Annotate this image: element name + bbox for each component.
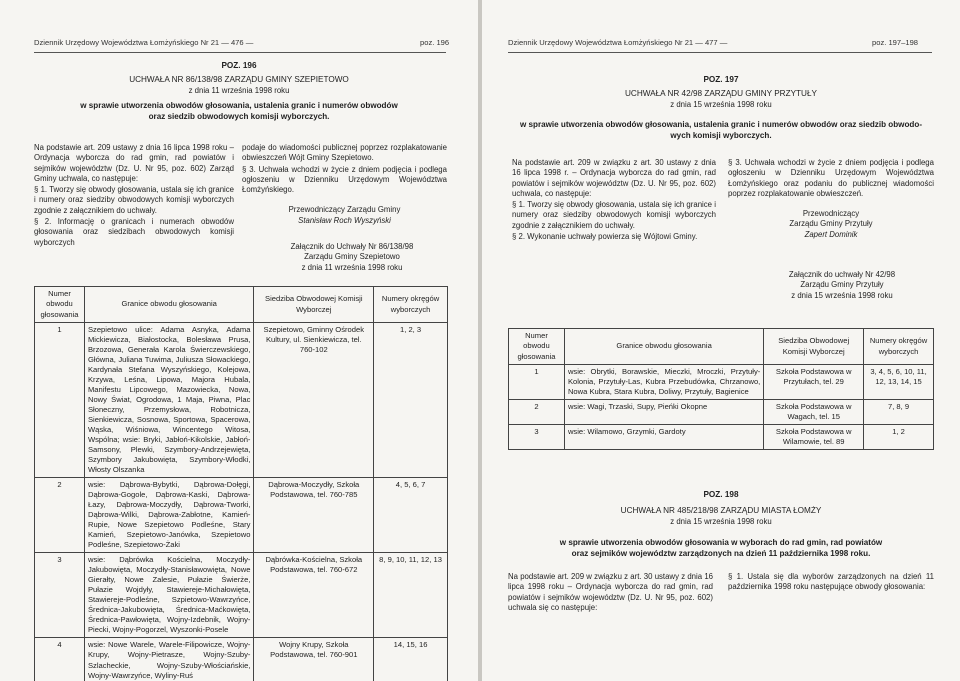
commission-seat: Szkoła Podstawowa w Wagach, tel. 15 <box>764 400 864 425</box>
paragraph: § 1. Ustala się dla wyborów zarządzonych na dzień 11 października 1998 roku następujące obwody głosowania: <box>728 572 934 592</box>
districts-table <box>508 328 934 450</box>
page-position: poz. 197–198 <box>872 38 919 47</box>
constituency-numbers: 4, 5, 6, 7 <box>374 478 448 553</box>
column-header: Numery okręgów wyborczych <box>374 287 448 323</box>
column-header: Numer obwodu głosowania <box>35 287 85 323</box>
page-right <box>482 0 960 681</box>
column-header: Numer obwodu głosowania <box>509 329 565 365</box>
district-number: 1 <box>35 323 85 478</box>
paragraph: Na podstawie art. 209 w związku z art. 30 ustawy z dnia 16 lipca 1998 roku – Ordynacja wyborcza do rad gmin, rad powiatów i sejmików województw (Dz. U. Nr 95, poz. 602) uchwala się co następuje: <box>508 572 713 612</box>
annex-line: Zarządu Gminy Przytuły <box>800 280 884 290</box>
resolution-subject-line2: oraz siedzib obwodowych komisji wyborczych. <box>148 112 330 121</box>
table-row <box>509 400 934 425</box>
paragraph: § 2. Wykonanie uchwały powierza się Wójtowi Gminy. <box>512 231 698 241</box>
district-bounds: wsie: Dąbrówka Kościelna, Moczydły-Jakubowięta, Moczydły-Stanisławowięta, Nowe Gierałty, Nowe Zalesie, Pułazie Świerże, Pułazie Wojdyły, Stawiereje-Michałowięta, Stawiereje-Podleśne, Szpietowo-Wawrzyńce, Średnica-Jakubowięta, Średnica-Maćkowięta, Średnica-Pawłowięta, Wojny-Izdebnik, Wojny-Piecki, Wojny-Pogorzel, Wyszonki-Posele <box>84 553 253 638</box>
column-header: Granice obwodu głosowania <box>84 287 253 323</box>
signature-name: Stanisław Roch Wyszyński <box>298 215 391 225</box>
annex-line: Załącznik do Uchwały Nr 86/138/98 <box>290 242 414 251</box>
table-row <box>35 478 448 553</box>
table-header-row <box>509 329 934 365</box>
paragraph: § 1. Tworzy się obwody głosowania, ustala się ich granice i numery oraz siedziby obwodowych komisji wyborczych zgodnie z załącznikiem do uchwały. <box>34 185 234 215</box>
resolution-subject-line1: w sprawie utworzenia obwodów głosowania, ustalenia granic i numerów obwodów <box>80 101 398 110</box>
header-rule <box>34 52 446 53</box>
district-number: 2 <box>509 400 565 425</box>
table-row <box>35 323 448 478</box>
resolution-title: UCHWAŁA NR 485/218/98 ZARZĄDU MIASTA ŁOMŻY <box>620 506 822 515</box>
body-column-left <box>508 572 713 614</box>
resolution-title: UCHWAŁA NR 42/98 ZARZĄDU GMINY PRZYTUŁY <box>625 89 817 98</box>
signature-name: Zapert Dominik <box>804 229 858 239</box>
annex-heading <box>252 242 452 273</box>
commission-seat: Szkoła Podstawowa w Wilamowie, tel. 89 <box>764 425 864 450</box>
constituency-numbers: 14, 15, 16 <box>374 638 448 681</box>
body-column-right <box>242 143 447 226</box>
column-header: Siedziba Obwodowej Komisji Wyborczej <box>254 287 374 323</box>
column-header: Granice obwodu głosowania <box>564 329 763 365</box>
annex-line: z dnia 15 września 1998 roku <box>791 290 893 300</box>
districts-table <box>34 286 448 681</box>
signature-role: Przewodniczący <box>802 209 860 219</box>
signature-body: Zarządu Gminy Przytuły <box>789 219 873 229</box>
paragraph: § 1. Tworzy się obwody głosowania, ustala się ich granice i numery oraz siedziby obwodowych komisji wyborczych zgodnie z załącznikiem do uchwały. <box>512 200 716 230</box>
paragraph: § 3. Uchwała wchodzi w życie z dniem podjęcia i podlega ogłoszeniu w Dzienniku Urzędowym Województwa Łomżyńskiego oraz podaniu do publicznej wiadomości poprzez rozplakatowanie obwieszczeń. <box>728 158 934 198</box>
paragraph: podaje do wiadomości publicznej poprzez rozplakatowanie obwieszczeń Wójt Gminy Szepietowo. <box>242 143 447 163</box>
commission-seat: Dąbrówka-Kościelna, Szkoła Podstawowa, tel. 760-672 <box>254 553 374 638</box>
page-position: poz. 196 <box>420 38 450 47</box>
body-column-left <box>34 143 234 249</box>
paragraph: § 3. Uchwała wchodzi w życie z dniem podjęcia i podlega ogłoszeniu w Dzienniku Urzędowym Województwa Łomżyńskiego. <box>242 164 447 195</box>
resolution-date: z dnia 11 września 1998 roku <box>188 86 290 95</box>
poz-heading: POZ. 196 <box>221 61 257 70</box>
constituency-numbers: 7, 8, 9 <box>864 400 934 425</box>
district-number: 2 <box>35 478 85 553</box>
district-bounds: wsie: Wilamowo, Grzymki, Gardoty <box>564 425 763 450</box>
district-number: 3 <box>509 425 565 450</box>
commission-seat: Szepietowo, Gminny Ośrodek Kultury, ul. Sienkiewicza, tel. 760-102 <box>254 323 374 478</box>
district-number: 3 <box>35 553 85 638</box>
commission-seat: Dąbrowa-Moczydły, Szkoła Podstawowa, tel. 760-785 <box>254 478 374 553</box>
resolution-subject-line1: w sprawie utworzenia obwodów głosowania w wyborach do rad gmin, rad powiatów <box>559 538 883 547</box>
annex-line: z dnia 11 września 1998 roku <box>301 262 403 272</box>
signature-role: Przewodniczący Zarządu Gminy <box>288 205 401 215</box>
district-bounds: wsie: Nowe Warele, Warele-Filipowicze, Wojny-Krupy, Wojny-Pietrasze, Wojny-Szuby-Szlacheckie, Wojny-Szuby-Włościańskie, Wojny-Wawrzyńce, Wyliny-Ruś <box>84 638 253 681</box>
body-column-right <box>728 158 934 240</box>
resolution-date: z dnia 15 września 1998 roku <box>670 100 772 109</box>
constituency-numbers: 8, 9, 10, 11, 12, 13 <box>374 553 448 638</box>
resolution-subject-line2: oraz sejmików województw zarządzonych na dzień 11 października 1998 roku. <box>571 549 871 558</box>
district-bounds: wsie: Wagi, Trzaski, Supy, Pieńki Okopne <box>564 400 763 425</box>
table-row <box>509 365 934 400</box>
table-row <box>509 425 934 450</box>
district-number: 4 <box>35 638 85 681</box>
table-row <box>35 638 448 681</box>
paragraph: Na podstawie art. 209 w związku z art. 30 ustawy z dnia 16 lipca 1998 r. – Ordynacja wyborcza do rad gmin, rad powiatów i sejmików województw (Dz. U. Nr 95, poz. 602) uchwala, co następuje: <box>512 158 716 198</box>
annex-line: Zarządu Gminy Szepietowo <box>304 252 400 262</box>
resolution-subject-line1: w sprawie utworzenia obwodów głosowania, ustalenia granic i numerów obwodów oraz siedzib obwodo- <box>519 120 923 129</box>
poz-heading: POZ. 198 <box>703 490 739 499</box>
resolution-title: UCHWAŁA NR 86/138/98 ZARZĄDU GMINY SZEPIETOWO <box>129 75 349 84</box>
paragraph: Na podstawie art. 209 ustawy z dnia 16 lipca 1998 roku – Ordynacja wyborcza do rad gmin, rad powiatów i sejmików województw (Dz. U. Nr 95, poz. 602) Zarząd Gminy uchwala, co następuje: <box>34 143 234 183</box>
table-header-row <box>35 287 448 323</box>
commission-seat: Szkoła Podstawowa w Przytułach, tel. 29 <box>764 365 864 400</box>
column-header: Siedziba Obwodowej Komisji Wyborczej <box>764 329 864 365</box>
constituency-numbers: 3, 4, 5, 6, 10, 11, 12, 13, 14, 15 <box>864 365 934 400</box>
body-column-right <box>728 572 934 594</box>
resolution-date: z dnia 15 września 1998 roku <box>670 517 772 526</box>
district-number: 1 <box>509 365 565 400</box>
annex-heading <box>752 270 932 301</box>
body-column-left <box>512 158 716 243</box>
running-header: Dziennik Urzędowy Województwa Łomżyńskiego Nr 21 — 477 — <box>508 38 728 47</box>
page-left <box>0 0 478 681</box>
column-header: Numery okręgów wyborczych <box>864 329 934 365</box>
running-header: Dziennik Urzędowy Województwa Łomżyńskiego Nr 21 — 476 — <box>34 38 254 47</box>
table-row <box>35 553 448 638</box>
constituency-numbers: 1, 2, 3 <box>374 323 448 478</box>
resolution-subject-line2: wych komisji wyborczych. <box>670 131 772 140</box>
commission-seat: Wojny Krupy, Szkoła Podstawowa, tel. 760-901 <box>254 638 374 681</box>
constituency-numbers: 1, 2 <box>864 425 934 450</box>
district-bounds: Szepietowo ulice: Adama Asnyka, Adama Mickiewicza, Białostocka, Bolesława Prusa, Brzozowa, Generała Karola Świerczewskiego, Główna, Juliana Tuwima, Juliusza Słowackiego, Kardynała Stefana Wyszyńskiego, Kolejowa, Krzywa, Leśna, Lipowa, Majora Hubala, Manifestu Lipcowego, Mazowiecka, Nowa, Nowy Świat, Ogrodowa, 1 Maja, Piwna, Plac Słoneczny, Przemysłowa, Robotnicza, Sienkiewicza, Sosnowa, Sportowa, Spacerowa, Wąska, Wiśniowa, Wincentego Witosa, Wspólna; wsie: Bryki, Jabłoń-Kikolskie, Jabłoń-Samsony, Plewki, Szymbory-Andrzejewięta, Szymbory Jakubowięta, Szymbory-Włodki, Włosty Olszanka <box>84 323 253 478</box>
annex-line: Załącznik do uchwały Nr 42/98 <box>788 270 896 279</box>
poz-heading: POZ. 197 <box>703 75 739 84</box>
district-bounds: wsie: Dąbrowa-Bybytki, Dąbrowa-Dołęgi, Dąbrowa-Gogole, Dąbrowa-Kaski, Dąbrowa-Łazy, Dąbrowa-Moczydły, Dąbrowa-Tworki, Dąbrowa-Wilki, Dąbrowa-Zabłotne, Kamień-Rupie, Nowe Szepietowo Podleśne, Stary Kamień, Szepietowo-Janówka, Szepietowo Podleśne, Szepietowo-Żaki <box>84 478 253 553</box>
paragraph: § 2. Informację o granicach i numerach obwodów głosowania oraz siedzibach obwodowych komisji wyborczych <box>34 216 234 247</box>
header-rule <box>508 52 932 53</box>
district-bounds: wsie: Obrytki, Borawskie, Mieczki, Mroczki, Przytuły-Kolonia, Przytuły-Las, Kubra Przebudówka, Chrzanowo, Nowa Kubra, Stara Kubra, Doliwy, Przytuły, Bagienice <box>564 365 763 400</box>
